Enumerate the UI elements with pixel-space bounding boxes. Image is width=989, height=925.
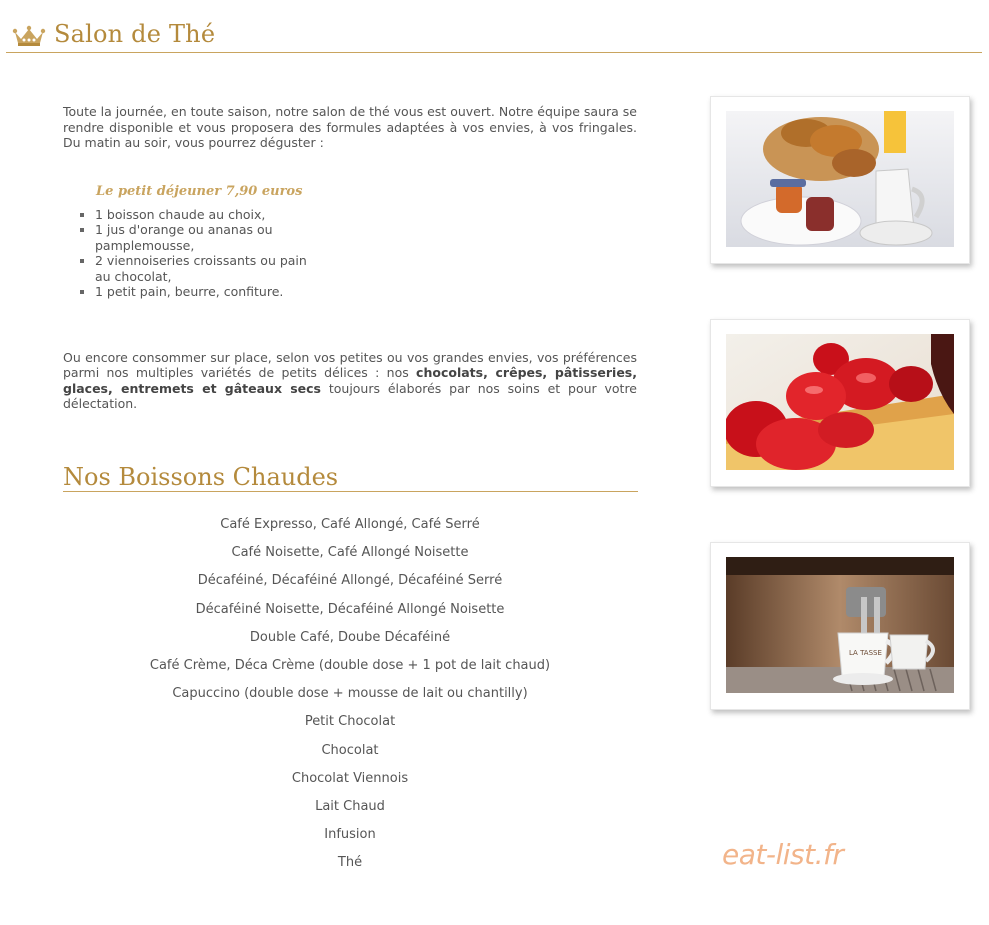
- page-title: Salon de Thé: [54, 20, 216, 48]
- outro-text-end: toujours élaborés par nos soins et pour votre délectation.: [63, 380, 637, 411]
- crown-icon: [12, 24, 46, 48]
- list-item: 2 viennoiseries croissants ou pain au chocolat,: [95, 253, 325, 284]
- outro-highlight: chocolats, crêpes, pâtisseries, glaces, entremets et gâteaux secs: [63, 365, 637, 396]
- breakfast-list: [63, 207, 325, 300]
- strawberry-tart-photo: [710, 319, 970, 487]
- list-item: 1 jus d'orange ou ananas ou pamplemousse,: [95, 222, 325, 253]
- drink-item: Café Expresso, Café Allongé, Café Serré: [220, 517, 480, 532]
- watermark: eat-list.fr: [722, 838, 844, 871]
- list-item: 1 petit pain, beurre, confiture.: [95, 284, 325, 300]
- section-title: [63, 461, 638, 492]
- drink-item: Décaféiné Noisette, Décaféiné Allongé Noisette: [195, 601, 505, 617]
- drink-item: Capuccino (double dose + mousse de lait ou chantilly): [172, 686, 528, 702]
- drinks-list: [63, 514, 637, 880]
- drink-item: Petit Chocolat: [304, 714, 396, 730]
- espresso-cups-image: [726, 557, 954, 693]
- outro-paragraph: [63, 350, 637, 412]
- list-item: 1 boisson chaude au choix,: [95, 207, 325, 223]
- drink-item: Double Café, Doube Décaféiné: [249, 629, 451, 645]
- strawberry-tart-image: [726, 334, 954, 470]
- svg-text:LA TASSE: LA TASSE: [849, 649, 882, 657]
- drink-item: Lait Chaud: [315, 798, 385, 814]
- page-header: [6, 0, 982, 53]
- breakfast-image: [726, 111, 954, 247]
- drink-item: Café Crème, Déca Crème (double dose + 1 pot de lait chaud): [149, 657, 551, 673]
- drink-item: Infusion: [324, 827, 376, 843]
- espresso-cups-photo: [710, 542, 970, 710]
- breakfast-photo: [710, 96, 970, 264]
- drink-item: Chocolat: [321, 742, 379, 758]
- intro-paragraph: Toute la journée, en toute saison, notre salon de thé vous est ouvert. Notre équipe saura se rendre disponible et vous proposera des formules adaptées à vos envies, à vos fringales. Du matin au soir, vous pourrez déguster :: [63, 104, 637, 150]
- main-content: [63, 104, 637, 412]
- drink-item: Thé: [337, 855, 363, 871]
- drink-item: Café Noisette, Café Allongé Noisette: [231, 545, 469, 561]
- breakfast-title: Le petit déjeuner 7,90 euros: [96, 183, 303, 199]
- section-title-text: Nos Boissons Chaudes: [63, 463, 339, 491]
- drink-item: Chocolat Viennois: [291, 770, 409, 786]
- outro-text: Ou encore consommer sur place, selon vos petites ou vos grandes envies, vos préférences parmi nos multiples variétés de petits délices : nos: [63, 349, 637, 380]
- drink-item: Décaféiné, Décaféiné Allongé, Décaféiné Serré: [197, 573, 503, 589]
